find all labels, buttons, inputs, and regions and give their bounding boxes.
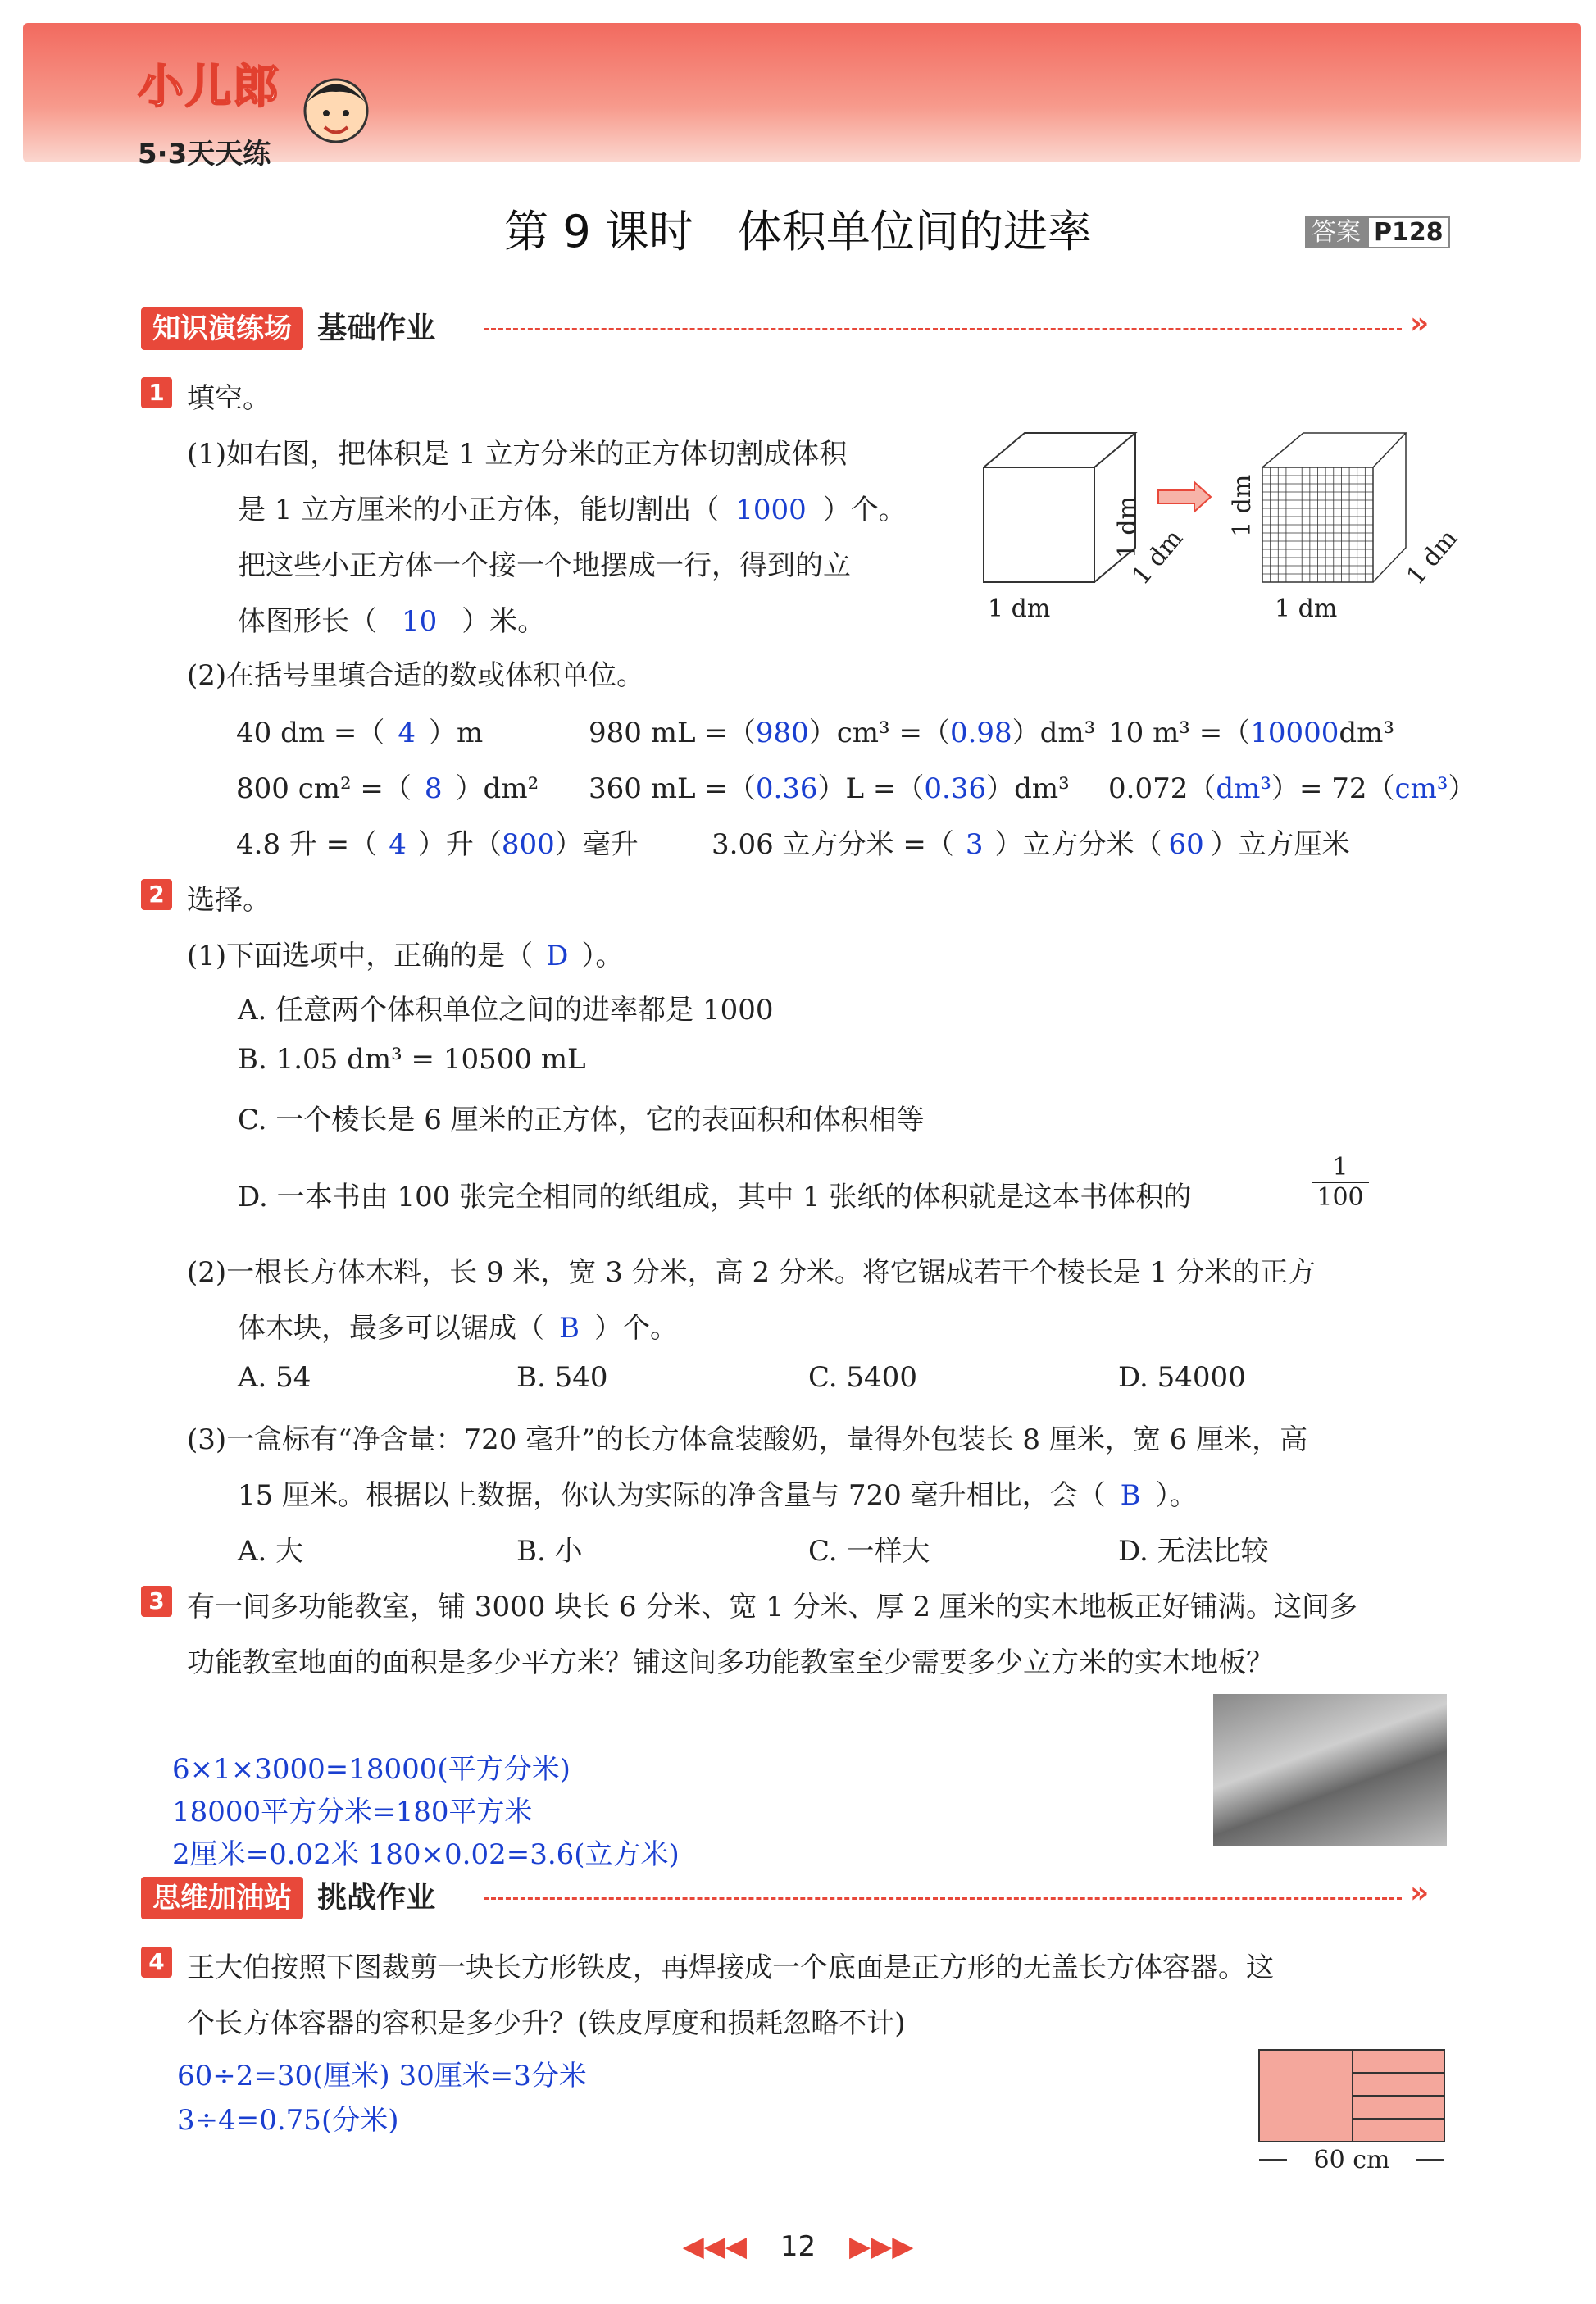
q3-work-2: 18000平方分米=180平方米 [172,1796,533,1828]
q1-r2-c3: 0.072（dm³）= 72（cm³） [1108,772,1476,805]
q1-title: 填空。 [187,382,271,415]
q3-work-1: 6×1×3000=18000(平方分米) [172,1753,571,1786]
q2-s3-optD: D. 无法比较 [1118,1535,1269,1568]
grid-side-label: 1 dm [1228,474,1257,537]
cube-figure [980,426,1464,623]
answer-page: P128 [1367,216,1450,248]
arrow-right-icon [1158,482,1211,512]
q4-work-1: 60÷2=30(厘米) 30厘米=3分米 [177,2060,587,2092]
page-number: ◀◀◀ 12 ▶▶▶ [682,2230,914,2263]
logo: 小儿郎 [138,61,280,114]
fraction: 1 100 [1312,1153,1369,1212]
series-name: 5·3天天练 [138,138,271,171]
q1-number: 1 [141,377,172,408]
cube-depth-label: 1 dm [1126,524,1189,591]
q1-p2-title: (2)在括号里填合适的数或体积单位。 [187,659,645,692]
q2-s2-optC: C. 5400 [808,1361,917,1394]
sheet-width-label: 60 cm [1313,2146,1390,2174]
q3-work-3: 2厘米=0.02米 180×0.02=3.6(立方米) [172,1838,680,1871]
q2-s2-optD: D. 54000 [1118,1361,1246,1394]
q2-s3-line2: 15 厘米。根据以上数据，你认为实际的净含量与 720 毫升相比，会（ B ）。 [238,1479,1198,1512]
q1-r1-c1: 40 dm =（ 4 ）m [236,717,484,749]
q3-line1: 有一间多功能教室，铺 3000 块长 6 分米、宽 1 分米、厚 2 厘米的实木地板正好铺满。这间多 [187,1591,1357,1623]
chevron-right-icon: » [1410,1876,1430,1910]
floor-photo [1213,1694,1447,1846]
q1-r3-c2: 3.06 立方分米 =（ 3 ）立方分米（ 60 ）立方厘米 [712,828,1350,861]
q2-number: 2 [141,879,172,910]
q1-r1-c2: 980 mL =（980）cm³ =（0.98）dm³ [589,717,1096,749]
q2-s3-optA: A. 大 [238,1535,304,1568]
q1-r3-c1: 4.8 升 =（ 4 ）升（800）毫升 [236,828,639,861]
grid-bottom-label: 1 dm [1275,594,1338,623]
sheet-figure [1254,2045,1451,2176]
q2-optD: D. 一本书由 100 张完全相同的纸组成，其中 1 张纸的体积就是这本书体积的 [238,1181,1192,1213]
section-2-header [141,1874,435,1916]
next-page-icon: ▶▶▶ [848,2230,914,2263]
section-2-subtitle: 挑战作业 [317,1881,436,1915]
section-1-subtitle: 基础作业 [317,312,436,345]
grid-depth-label: 1 dm [1401,524,1464,591]
q4-line1: 王大伯按照下图裁剪一块长方形铁皮，再焊接成一个底面是正方形的无盖长方体容器。这 [187,1951,1274,1984]
q1-r1-c3: 10 m³ =（10000dm³ [1108,717,1395,749]
q4-number: 4 [141,1947,172,1978]
answer-label: 答案 [1305,216,1367,248]
q1-p1-line1: (1)如右图，把体积是 1 立方分米的正方体切割成体积 [187,438,848,471]
q2-optC: C. 一个棱长是 6 厘米的正方体，它的表面积和体积相等 [238,1104,925,1136]
q1-r2-c1: 800 cm² =（ 8 ）dm² [236,772,539,805]
divider [484,328,1402,330]
answer-reference [1305,212,1450,248]
chevron-right-icon: » [1410,307,1430,340]
q3-line2: 功能教室地面的面积是多少平方米？铺这间多功能教室至少需要多少立方米的实木地板？ [187,1646,1274,1679]
page-title: 第 9 课时 体积单位间的进率 [504,206,1092,257]
mascot-icon [295,66,377,164]
q2-s2-line1: (2)一根长方体木料，长 9 米，宽 3 分米，高 2 分米。将它锯成若干个棱长是 1 分米的正方 [187,1256,1316,1289]
section-2-tag: 思维加油站 [141,1877,303,1919]
answer-1000: 1000 [735,494,807,526]
answer-10: 10 [402,605,438,638]
q2-s3-line1: (3)一盒标有“净含量：720 毫升”的长方体盒装酸奶，量得外包装长 8 厘米，宽 6 厘米，高 [187,1423,1308,1456]
q4-work-2: 3÷4=0.75(分米) [177,2104,399,2137]
prev-page-icon: ◀◀◀ [682,2230,748,2263]
q1-p1-line3: 把这些小正方体一个接一个地摆成一行，得到的立 [238,549,851,582]
q1-r2-c2: 360 mL =（0.36）L =（0.36）dm³ [589,772,1070,805]
q4-line2: 个长方体容器的容积是多少升？(铁皮厚度和损耗忽略不计) [187,2007,906,2040]
q1-p1-line2: 是 1 立方厘米的小正方体，能切割出（ 1000 ）个。 [238,494,907,526]
q2-s3-optC: C. 一样大 [808,1535,930,1568]
section-1-tag: 知识演练场 [141,307,303,350]
q2-s1: (1)下面选项中，正确的是（ D ）。 [187,940,624,972]
q2-s2-line2: 体木块，最多可以锯成（ B ）个。 [238,1312,678,1345]
q3-number: 3 [141,1586,172,1617]
q2-optB: B. 1.05 dm³ = 10500 mL [238,1043,586,1076]
cube-side-label: 1 dm [1113,496,1142,559]
q2-title: 选择。 [187,884,271,917]
q2-s2-optB: B. 540 [516,1361,608,1394]
q2-s2-optA: A. 54 [238,1361,311,1394]
q2-optA: A. 任意两个体积单位之间的进率都是 1000 [238,994,774,1027]
q2-s3-optB: B. 小 [516,1535,583,1568]
cube-bottom-label: 1 dm [988,594,1051,623]
q1-p1-line4: 体图形长（ 10 ）米。 [238,605,546,638]
section-1-header [141,305,435,347]
divider [484,1897,1402,1900]
